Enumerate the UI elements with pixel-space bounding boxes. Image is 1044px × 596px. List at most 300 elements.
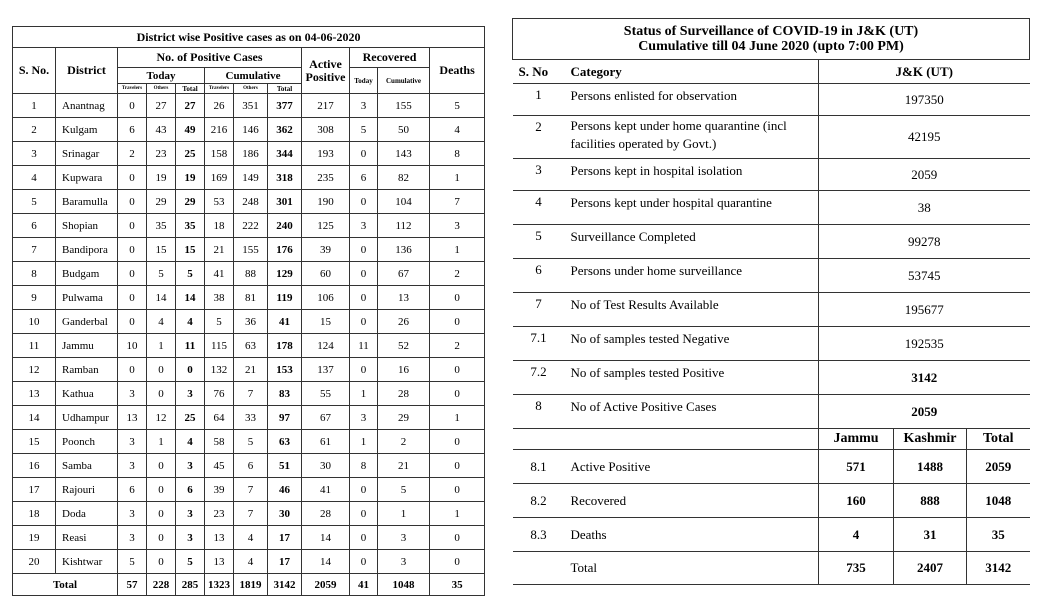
total-deaths: 35 bbox=[430, 574, 485, 596]
row-number: 6 bbox=[513, 259, 565, 293]
row-category: Active Positive bbox=[565, 450, 819, 484]
cell-cum-total: 17 bbox=[268, 550, 302, 574]
cell-cum-travelers: 132 bbox=[205, 358, 234, 382]
cell-total: 1048 bbox=[967, 484, 1030, 518]
cell-today-others: 5 bbox=[147, 262, 176, 286]
cell-deaths: 0 bbox=[430, 478, 485, 502]
table-row bbox=[13, 286, 485, 310]
cell-deaths: 8 bbox=[430, 142, 485, 166]
cell-district: Kupwara bbox=[56, 166, 118, 190]
cell-today-others: 19 bbox=[147, 166, 176, 190]
table-row bbox=[13, 334, 485, 358]
cell-today-total: 5 bbox=[176, 262, 205, 286]
col-rec-today: Today bbox=[350, 68, 378, 94]
cell-rec-cumulative: 28 bbox=[378, 382, 430, 406]
cell-jammu: 571 bbox=[819, 450, 894, 484]
cell-district: Anantnag bbox=[56, 94, 118, 118]
cell-sno: 20 bbox=[13, 550, 56, 574]
cell-cum-travelers: 18 bbox=[205, 214, 234, 238]
cell-sno: 8 bbox=[13, 262, 56, 286]
total-cum-travelers: 1323 bbox=[205, 574, 234, 596]
row-category: Total bbox=[565, 552, 819, 585]
cell-active-positive: 28 bbox=[302, 502, 350, 526]
split-row bbox=[513, 552, 1030, 585]
total-rec-cumulative: 1048 bbox=[378, 574, 430, 596]
cell-cum-travelers: 53 bbox=[205, 190, 234, 214]
cell-sno: 5 bbox=[13, 190, 56, 214]
cell-district: Budgam bbox=[56, 262, 118, 286]
cell-cum-total: 301 bbox=[268, 190, 302, 214]
cell-today-travelers: 0 bbox=[118, 166, 147, 190]
cell-rec-today: 0 bbox=[350, 142, 378, 166]
row-number: 7 bbox=[513, 293, 565, 327]
table-row bbox=[13, 550, 485, 574]
cell-cum-others: 88 bbox=[234, 262, 268, 286]
cell-kashmir: 888 bbox=[894, 484, 967, 518]
list-item bbox=[513, 259, 1030, 293]
table-row bbox=[13, 94, 485, 118]
cell-sno: 17 bbox=[13, 478, 56, 502]
cell-rec-today: 0 bbox=[350, 502, 378, 526]
cell-today-total: 49 bbox=[176, 118, 205, 142]
cell-cum-travelers: 38 bbox=[205, 286, 234, 310]
total-cum-others: 1819 bbox=[234, 574, 268, 596]
total-active: 2059 bbox=[302, 574, 350, 596]
total-today-travelers: 57 bbox=[118, 574, 147, 596]
row-number: 8.3 bbox=[513, 518, 565, 552]
cell-rec-cumulative: 3 bbox=[378, 550, 430, 574]
cell-sno: 13 bbox=[13, 382, 56, 406]
cell-active-positive: 137 bbox=[302, 358, 350, 382]
cell-rec-today: 0 bbox=[350, 358, 378, 382]
cell-rec-cumulative: 50 bbox=[378, 118, 430, 142]
total-today-others: 228 bbox=[147, 574, 176, 596]
list-item bbox=[513, 84, 1030, 116]
cell-sno: 11 bbox=[13, 334, 56, 358]
cell-deaths: 0 bbox=[430, 430, 485, 454]
cell-deaths: 4 bbox=[430, 118, 485, 142]
cell-today-travelers: 0 bbox=[118, 94, 147, 118]
row-number: 5 bbox=[513, 225, 565, 259]
cell-today-travelers: 13 bbox=[118, 406, 147, 430]
cell-cum-total: 178 bbox=[268, 334, 302, 358]
cell-deaths: 0 bbox=[430, 382, 485, 406]
cell-rec-cumulative: 2 bbox=[378, 430, 430, 454]
row-category: Persons kept under home quarantine (incl facilities operated by Govt.) bbox=[565, 116, 819, 159]
list-item bbox=[513, 191, 1030, 225]
cell-today-others: 0 bbox=[147, 502, 176, 526]
cell-today-others: 0 bbox=[147, 454, 176, 478]
cell-cum-total: 377 bbox=[268, 94, 302, 118]
cell-today-total: 25 bbox=[176, 142, 205, 166]
cell-cum-others: 186 bbox=[234, 142, 268, 166]
cell-active-positive: 14 bbox=[302, 526, 350, 550]
cell-today-total: 6 bbox=[176, 478, 205, 502]
cell-active-positive: 193 bbox=[302, 142, 350, 166]
cell-total: 3142 bbox=[967, 552, 1030, 585]
cell-rec-cumulative: 1 bbox=[378, 502, 430, 526]
cell-sno: 6 bbox=[13, 214, 56, 238]
cell-district: Pulwama bbox=[56, 286, 118, 310]
row-category: Persons enlisted for observation bbox=[565, 84, 819, 116]
table-row bbox=[13, 190, 485, 214]
cell-cum-others: 4 bbox=[234, 526, 268, 550]
row-number: 8.2 bbox=[513, 484, 565, 518]
row-category: Persons under home surveillance bbox=[565, 259, 819, 293]
table-row bbox=[13, 406, 485, 430]
cell-sno: 2 bbox=[13, 118, 56, 142]
cell-district: Bandipora bbox=[56, 238, 118, 262]
cell-cum-travelers: 23 bbox=[205, 502, 234, 526]
cell-today-travelers: 0 bbox=[118, 190, 147, 214]
cell-today-total: 0 bbox=[176, 358, 205, 382]
list-item bbox=[513, 395, 1030, 429]
table-row bbox=[13, 166, 485, 190]
table-row bbox=[13, 526, 485, 550]
surveillance-title-line2: Cumulative till 04 June 2020 (upto 7:00 PM) bbox=[638, 39, 904, 54]
cell-jammu: 4 bbox=[819, 518, 894, 552]
col-today-others: Others bbox=[147, 84, 176, 94]
cell-today-others: 27 bbox=[147, 94, 176, 118]
row-value: 197350 bbox=[819, 84, 1030, 116]
cell-cum-others: 248 bbox=[234, 190, 268, 214]
row-value: 3142 bbox=[819, 361, 1030, 395]
cell-jammu: 160 bbox=[819, 484, 894, 518]
cell-cum-travelers: 26 bbox=[205, 94, 234, 118]
cell-sno: 1 bbox=[13, 94, 56, 118]
row-category: No of samples tested Negative bbox=[565, 327, 819, 361]
cell-rec-cumulative: 5 bbox=[378, 478, 430, 502]
cell-today-travelers: 5 bbox=[118, 550, 147, 574]
cell-cum-travelers: 13 bbox=[205, 550, 234, 574]
cell-today-total: 19 bbox=[176, 166, 205, 190]
split-header-blank bbox=[513, 429, 565, 450]
col-cum-others: Others bbox=[234, 84, 268, 94]
cell-total: 2059 bbox=[967, 450, 1030, 484]
row-category: Persons kept under hospital quarantine bbox=[565, 191, 819, 225]
cell-deaths: 0 bbox=[430, 550, 485, 574]
cell-cum-travelers: 39 bbox=[205, 478, 234, 502]
col-cum-total: Total bbox=[268, 84, 302, 94]
cell-active-positive: 67 bbox=[302, 406, 350, 430]
cell-cum-total: 129 bbox=[268, 262, 302, 286]
cell-deaths: 3 bbox=[430, 214, 485, 238]
cell-today-total: 29 bbox=[176, 190, 205, 214]
cell-deaths: 0 bbox=[430, 310, 485, 334]
cell-cum-travelers: 21 bbox=[205, 238, 234, 262]
cell-cum-others: 33 bbox=[234, 406, 268, 430]
cell-today-total: 35 bbox=[176, 214, 205, 238]
row-value: 42195 bbox=[819, 116, 1030, 159]
cell-active-positive: 39 bbox=[302, 238, 350, 262]
cell-cum-others: 222 bbox=[234, 214, 268, 238]
cell-today-travelers: 6 bbox=[118, 118, 147, 142]
cell-district: Kulgam bbox=[56, 118, 118, 142]
cell-rec-today: 3 bbox=[350, 214, 378, 238]
cell-cum-total: 63 bbox=[268, 430, 302, 454]
cell-today-others: 0 bbox=[147, 526, 176, 550]
cell-deaths: 2 bbox=[430, 334, 485, 358]
surveillance-title-line1: Status of Surveillance of COVID-19 in J&K (UT) bbox=[623, 24, 919, 39]
row-value: 2059 bbox=[819, 159, 1030, 191]
cell-today-others: 4 bbox=[147, 310, 176, 334]
cell-deaths: 0 bbox=[430, 286, 485, 310]
cell-cum-others: 63 bbox=[234, 334, 268, 358]
cell-sno: 7 bbox=[13, 238, 56, 262]
cell-rec-cumulative: 112 bbox=[378, 214, 430, 238]
cell-district: Ramban bbox=[56, 358, 118, 382]
cell-deaths: 7 bbox=[430, 190, 485, 214]
cell-active-positive: 106 bbox=[302, 286, 350, 310]
cell-cum-others: 6 bbox=[234, 454, 268, 478]
col-today-total: Total bbox=[176, 84, 205, 94]
cell-today-total: 3 bbox=[176, 526, 205, 550]
cell-today-others: 43 bbox=[147, 118, 176, 142]
table-row bbox=[13, 478, 485, 502]
cell-active-positive: 308 bbox=[302, 118, 350, 142]
cell-district: Ganderbal bbox=[56, 310, 118, 334]
cell-sno: 14 bbox=[13, 406, 56, 430]
surveillance-title bbox=[513, 19, 1030, 60]
list-item bbox=[513, 327, 1030, 361]
cell-rec-cumulative: 26 bbox=[378, 310, 430, 334]
cell-district: Kathua bbox=[56, 382, 118, 406]
cell-rec-today: 1 bbox=[350, 382, 378, 406]
cell-deaths: 1 bbox=[430, 406, 485, 430]
cell-cum-travelers: 5 bbox=[205, 310, 234, 334]
cell-today-total: 3 bbox=[176, 454, 205, 478]
cell-cum-others: 351 bbox=[234, 94, 268, 118]
cell-today-total: 3 bbox=[176, 502, 205, 526]
cell-active-positive: 55 bbox=[302, 382, 350, 406]
cell-active-positive: 61 bbox=[302, 430, 350, 454]
col-sno: S. No bbox=[513, 60, 565, 84]
cell-rec-today: 5 bbox=[350, 118, 378, 142]
cell-today-others: 0 bbox=[147, 358, 176, 382]
cell-cum-travelers: 13 bbox=[205, 526, 234, 550]
row-number: 8 bbox=[513, 395, 565, 429]
list-item bbox=[513, 293, 1030, 327]
cell-cum-travelers: 41 bbox=[205, 262, 234, 286]
row-category: No of samples tested Positive bbox=[565, 361, 819, 395]
cell-rec-cumulative: 143 bbox=[378, 142, 430, 166]
cell-cum-travelers: 158 bbox=[205, 142, 234, 166]
table-row bbox=[13, 214, 485, 238]
row-value: 195677 bbox=[819, 293, 1030, 327]
cell-today-others: 15 bbox=[147, 238, 176, 262]
list-item bbox=[513, 361, 1030, 395]
table-row bbox=[13, 358, 485, 382]
cell-sno: 10 bbox=[13, 310, 56, 334]
cell-rec-today: 0 bbox=[350, 310, 378, 334]
row-number: 4 bbox=[513, 191, 565, 225]
cell-sno: 15 bbox=[13, 430, 56, 454]
cell-rec-cumulative: 82 bbox=[378, 166, 430, 190]
cell-cum-total: 176 bbox=[268, 238, 302, 262]
cell-today-total: 11 bbox=[176, 334, 205, 358]
cell-today-travelers: 0 bbox=[118, 310, 147, 334]
cell-rec-today: 6 bbox=[350, 166, 378, 190]
table-row bbox=[13, 262, 485, 286]
cell-today-travelers: 3 bbox=[118, 526, 147, 550]
cell-cum-travelers: 64 bbox=[205, 406, 234, 430]
cell-district: Baramulla bbox=[56, 190, 118, 214]
cell-rec-cumulative: 29 bbox=[378, 406, 430, 430]
cell-cum-total: 17 bbox=[268, 526, 302, 550]
total-row bbox=[13, 574, 485, 596]
cell-rec-today: 0 bbox=[350, 526, 378, 550]
row-number: 8.1 bbox=[513, 450, 565, 484]
list-item bbox=[513, 159, 1030, 191]
cell-today-others: 12 bbox=[147, 406, 176, 430]
cell-deaths: 1 bbox=[430, 238, 485, 262]
cell-district: Rajouri bbox=[56, 478, 118, 502]
row-category: No of Active Positive Cases bbox=[565, 395, 819, 429]
cell-rec-cumulative: 3 bbox=[378, 526, 430, 550]
cell-today-total: 3 bbox=[176, 382, 205, 406]
cell-cum-others: 81 bbox=[234, 286, 268, 310]
cell-deaths: 1 bbox=[430, 166, 485, 190]
cell-today-others: 0 bbox=[147, 478, 176, 502]
cell-today-travelers: 6 bbox=[118, 478, 147, 502]
cell-rec-today: 0 bbox=[350, 478, 378, 502]
total-cum-total: 3142 bbox=[268, 574, 302, 596]
row-value: 53745 bbox=[819, 259, 1030, 293]
row-number: 3 bbox=[513, 159, 565, 191]
cell-sno: 16 bbox=[13, 454, 56, 478]
cell-today-others: 35 bbox=[147, 214, 176, 238]
cell-rec-cumulative: 16 bbox=[378, 358, 430, 382]
cell-cum-others: 7 bbox=[234, 502, 268, 526]
cell-deaths: 2 bbox=[430, 262, 485, 286]
cell-today-travelers: 0 bbox=[118, 214, 147, 238]
cell-today-travelers: 3 bbox=[118, 502, 147, 526]
cell-today-travelers: 3 bbox=[118, 430, 147, 454]
col-deaths: Deaths bbox=[430, 48, 485, 94]
cell-cum-total: 240 bbox=[268, 214, 302, 238]
row-category: Surveillance Completed bbox=[565, 225, 819, 259]
total-today-total: 285 bbox=[176, 574, 205, 596]
cell-cum-total: 51 bbox=[268, 454, 302, 478]
cell-district: Kishtwar bbox=[56, 550, 118, 574]
cell-district: Poonch bbox=[56, 430, 118, 454]
cell-active-positive: 30 bbox=[302, 454, 350, 478]
cell-kashmir: 31 bbox=[894, 518, 967, 552]
row-number: 1 bbox=[513, 84, 565, 116]
cell-today-total: 27 bbox=[176, 94, 205, 118]
cell-rec-today: 11 bbox=[350, 334, 378, 358]
total-rec-today: 41 bbox=[350, 574, 378, 596]
col-total: Total bbox=[967, 429, 1030, 450]
cell-cum-travelers: 169 bbox=[205, 166, 234, 190]
cell-total: 35 bbox=[967, 518, 1030, 552]
district-table-title: District wise Positive cases as on 04-06-2020 bbox=[13, 27, 485, 48]
cell-today-travelers: 0 bbox=[118, 286, 147, 310]
cell-cum-others: 4 bbox=[234, 550, 268, 574]
table-row bbox=[13, 430, 485, 454]
cell-active-positive: 15 bbox=[302, 310, 350, 334]
cell-district: Samba bbox=[56, 454, 118, 478]
cell-cum-others: 36 bbox=[234, 310, 268, 334]
cell-cum-total: 83 bbox=[268, 382, 302, 406]
col-active-positive: Active Positive bbox=[302, 48, 350, 94]
cell-district: Udhampur bbox=[56, 406, 118, 430]
list-item bbox=[513, 116, 1030, 159]
total-label: Total bbox=[13, 574, 118, 596]
surveillance-status-table bbox=[512, 18, 1030, 585]
cell-today-travelers: 3 bbox=[118, 382, 147, 406]
cell-cum-total: 46 bbox=[268, 478, 302, 502]
col-sno: S. No. bbox=[13, 48, 56, 94]
cell-rec-today: 8 bbox=[350, 454, 378, 478]
cell-cum-total: 97 bbox=[268, 406, 302, 430]
cell-district: Shopian bbox=[56, 214, 118, 238]
cell-active-positive: 41 bbox=[302, 478, 350, 502]
row-category: No of Test Results Available bbox=[565, 293, 819, 327]
cell-today-total: 4 bbox=[176, 310, 205, 334]
cell-cum-total: 30 bbox=[268, 502, 302, 526]
cell-today-total: 15 bbox=[176, 238, 205, 262]
cell-cum-total: 362 bbox=[268, 118, 302, 142]
col-jammu: Jammu bbox=[819, 429, 894, 450]
cell-cum-others: 7 bbox=[234, 478, 268, 502]
cell-today-travelers: 3 bbox=[118, 454, 147, 478]
cell-cum-travelers: 216 bbox=[205, 118, 234, 142]
cell-rec-today: 0 bbox=[350, 190, 378, 214]
cell-sno: 18 bbox=[13, 502, 56, 526]
table-row bbox=[13, 502, 485, 526]
col-cumulative: Cumulative bbox=[205, 68, 302, 84]
cell-today-travelers: 0 bbox=[118, 358, 147, 382]
cell-today-others: 0 bbox=[147, 550, 176, 574]
row-category: Recovered bbox=[565, 484, 819, 518]
table-row bbox=[13, 382, 485, 406]
col-region: J&K (UT) bbox=[819, 60, 1030, 84]
split-row bbox=[513, 450, 1030, 484]
cell-rec-today: 0 bbox=[350, 262, 378, 286]
split-header-row bbox=[513, 429, 1030, 450]
cell-rec-today: 0 bbox=[350, 550, 378, 574]
cell-deaths: 0 bbox=[430, 454, 485, 478]
col-today: Today bbox=[118, 68, 205, 84]
cell-active-positive: 217 bbox=[302, 94, 350, 118]
cell-kashmir: 2407 bbox=[894, 552, 967, 585]
cell-active-positive: 235 bbox=[302, 166, 350, 190]
cell-cum-others: 5 bbox=[234, 430, 268, 454]
cell-cum-others: 155 bbox=[234, 238, 268, 262]
cell-rec-cumulative: 155 bbox=[378, 94, 430, 118]
cell-cum-others: 21 bbox=[234, 358, 268, 382]
col-positive-cases: No. of Positive Cases bbox=[118, 48, 302, 68]
cell-today-others: 23 bbox=[147, 142, 176, 166]
col-cum-travelers: Travelers bbox=[205, 84, 234, 94]
cell-rec-cumulative: 21 bbox=[378, 454, 430, 478]
cell-cum-total: 344 bbox=[268, 142, 302, 166]
cell-rec-today: 0 bbox=[350, 286, 378, 310]
cell-rec-cumulative: 13 bbox=[378, 286, 430, 310]
cell-today-others: 14 bbox=[147, 286, 176, 310]
col-recovered: Recovered bbox=[350, 48, 430, 68]
cell-cum-others: 7 bbox=[234, 382, 268, 406]
cell-cum-travelers: 58 bbox=[205, 430, 234, 454]
row-number: 7.1 bbox=[513, 327, 565, 361]
cell-rec-cumulative: 136 bbox=[378, 238, 430, 262]
table-row bbox=[13, 454, 485, 478]
cell-rec-today: 0 bbox=[350, 238, 378, 262]
list-item bbox=[513, 225, 1030, 259]
cell-cum-travelers: 45 bbox=[205, 454, 234, 478]
cell-rec-cumulative: 67 bbox=[378, 262, 430, 286]
